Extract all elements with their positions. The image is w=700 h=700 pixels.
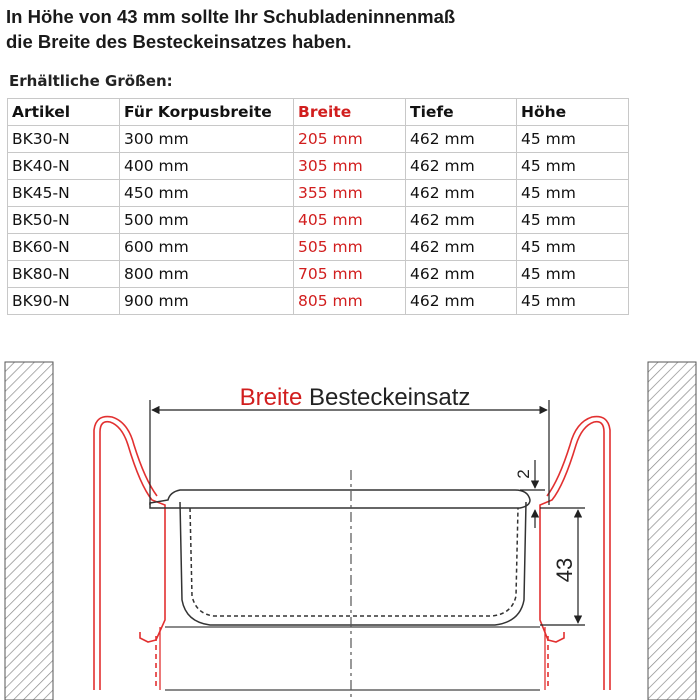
table-row bbox=[8, 153, 629, 180]
sizes-title: Erhältliche Größen: bbox=[9, 72, 173, 90]
drawer-floor bbox=[160, 627, 545, 690]
cabinet-wall-right bbox=[648, 362, 696, 700]
cell-hoehe: 45 mm bbox=[517, 180, 629, 207]
cell-korpusbreite: 600 mm bbox=[120, 234, 294, 261]
cell-artikel: BK80-N bbox=[8, 261, 120, 288]
cell-hoehe: 45 mm bbox=[517, 153, 629, 180]
cell-hoehe: 45 mm bbox=[517, 126, 629, 153]
table-row bbox=[8, 261, 629, 288]
cell-artikel: BK40-N bbox=[8, 153, 120, 180]
header-artikel: Artikel bbox=[8, 99, 120, 126]
table-row bbox=[8, 180, 629, 207]
height-value: 43 bbox=[552, 557, 577, 583]
cell-hoehe: 45 mm bbox=[517, 207, 629, 234]
heading-line-2: die Breite des Besteckeinsatzes haben. bbox=[6, 31, 352, 52]
cell-breite: 405 mm bbox=[294, 207, 406, 234]
cell-breite: 705 mm bbox=[294, 261, 406, 288]
drawer-diagram bbox=[0, 355, 700, 700]
header-hoehe: Höhe bbox=[517, 99, 629, 126]
diagram-label bbox=[240, 384, 471, 411]
heading bbox=[6, 4, 696, 54]
diagram-label-highlight: Breite bbox=[239, 384, 303, 411]
header-breite: Breite bbox=[294, 99, 406, 126]
cell-korpusbreite: 450 mm bbox=[120, 180, 294, 207]
cell-korpusbreite: 900 mm bbox=[120, 288, 294, 315]
cell-tiefe: 462 mm bbox=[406, 261, 517, 288]
cell-tiefe: 462 mm bbox=[406, 234, 517, 261]
cutlery-insert bbox=[150, 490, 530, 625]
cabinet-wall-left bbox=[5, 362, 53, 700]
drawer-side-right bbox=[540, 417, 610, 690]
cell-hoehe: 45 mm bbox=[517, 288, 629, 315]
drawer-side-left bbox=[94, 417, 165, 690]
cell-korpusbreite: 400 mm bbox=[120, 153, 294, 180]
clearance-value: 2 bbox=[514, 469, 533, 479]
cell-tiefe: 462 mm bbox=[406, 180, 517, 207]
cell-breite: 205 mm bbox=[294, 126, 406, 153]
cell-artikel: BK45-N bbox=[8, 180, 120, 207]
cell-artikel: BK50-N bbox=[8, 207, 120, 234]
cell-tiefe: 462 mm bbox=[406, 153, 517, 180]
table-row bbox=[8, 288, 629, 315]
cell-artikel: BK30-N bbox=[8, 126, 120, 153]
heading-line-1: In Höhe von 43 mm sollte Ihr Schubladeninnenmaß bbox=[6, 6, 456, 27]
diagram-label-rest: Besteckeinsatz bbox=[302, 384, 471, 411]
header-tiefe: Tiefe bbox=[406, 99, 517, 126]
cell-breite: 305 mm bbox=[294, 153, 406, 180]
table-row bbox=[8, 126, 629, 153]
table-row bbox=[8, 234, 629, 261]
cell-tiefe: 462 mm bbox=[406, 207, 517, 234]
table-header-row bbox=[8, 99, 629, 126]
sizes-table bbox=[7, 98, 629, 315]
cell-breite: 505 mm bbox=[294, 234, 406, 261]
table-row bbox=[8, 207, 629, 234]
cell-breite: 805 mm bbox=[294, 288, 406, 315]
cell-korpusbreite: 800 mm bbox=[120, 261, 294, 288]
cell-hoehe: 45 mm bbox=[517, 261, 629, 288]
cell-hoehe: 45 mm bbox=[517, 234, 629, 261]
cell-artikel: BK90-N bbox=[8, 288, 120, 315]
cell-korpusbreite: 300 mm bbox=[120, 126, 294, 153]
cell-tiefe: 462 mm bbox=[406, 288, 517, 315]
cell-tiefe: 462 mm bbox=[406, 126, 517, 153]
cell-breite: 355 mm bbox=[294, 180, 406, 207]
header-korpusbreite: Für Korpusbreite bbox=[120, 99, 294, 126]
cell-artikel: BK60-N bbox=[8, 234, 120, 261]
cell-korpusbreite: 500 mm bbox=[120, 207, 294, 234]
